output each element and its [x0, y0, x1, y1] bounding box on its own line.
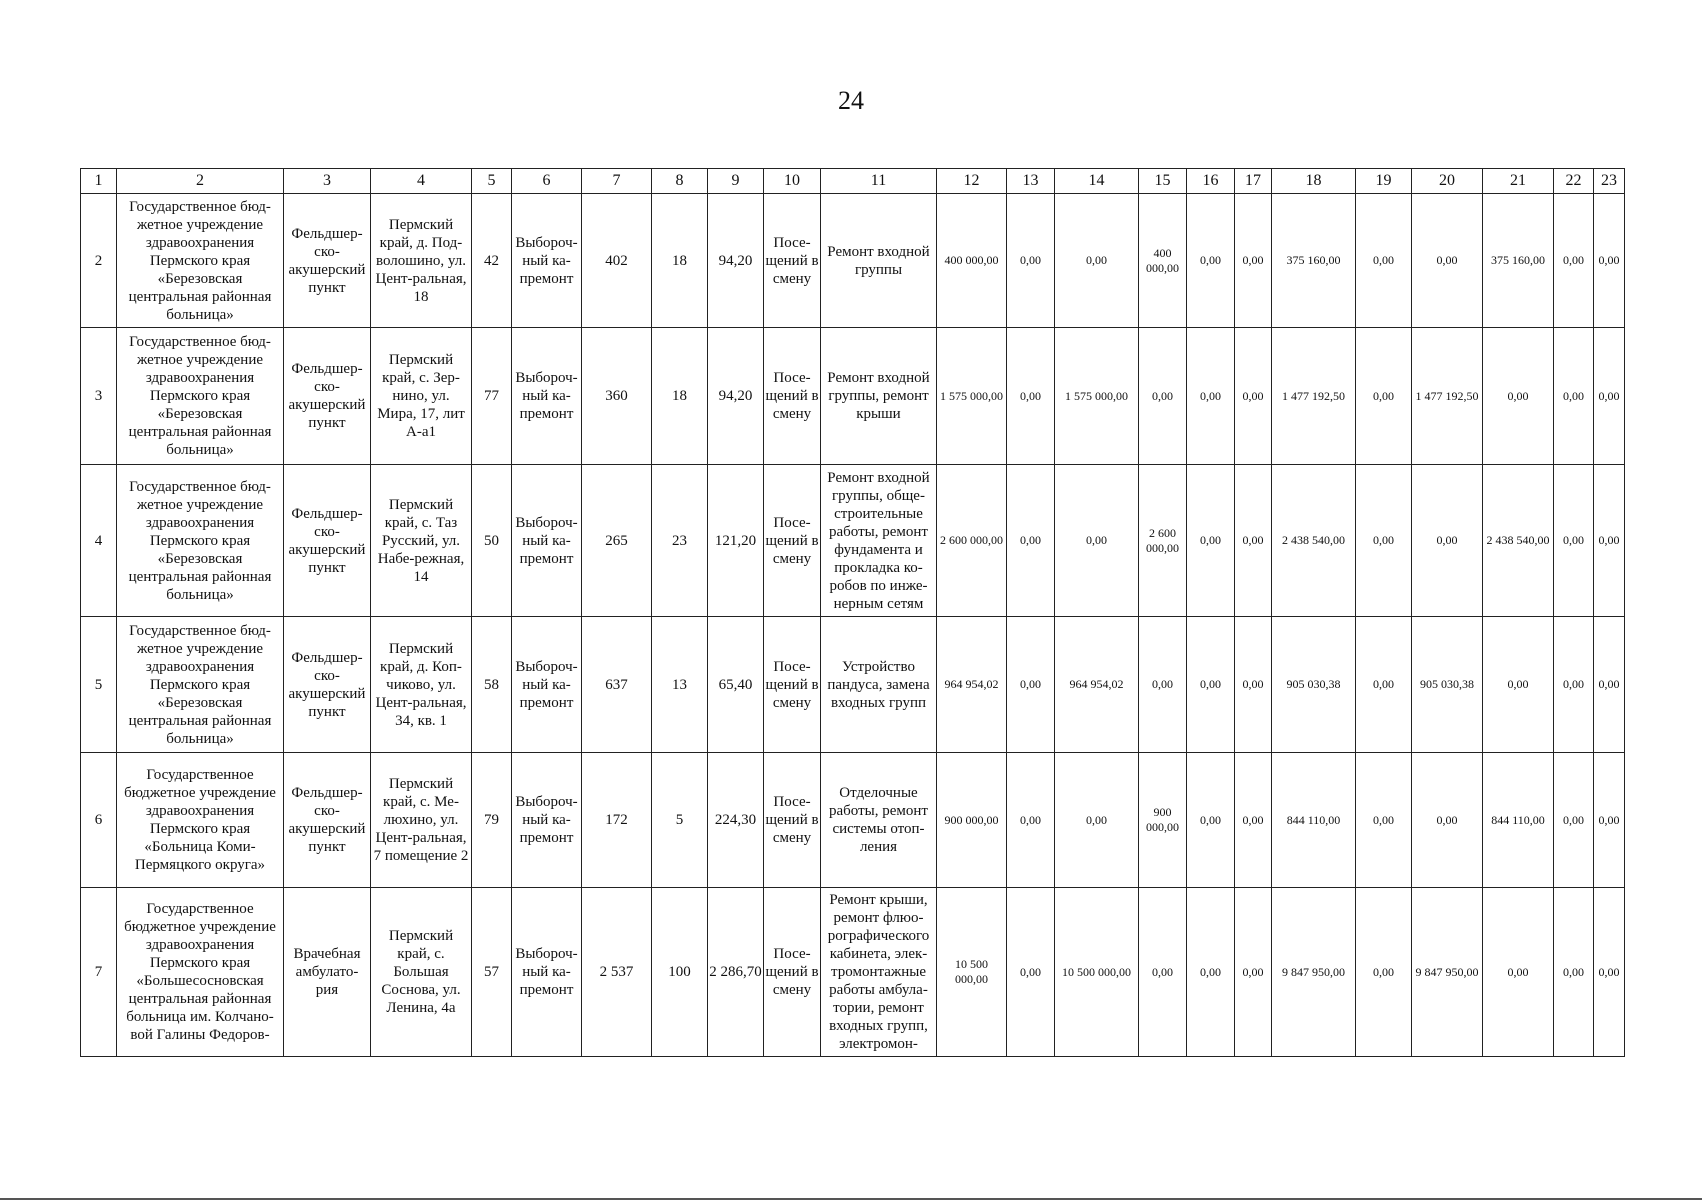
facility-address: Пермский край, д. Под-волошино, ул. Цент-ральная, 18 — [371, 194, 472, 328]
table-row — [81, 617, 1625, 753]
cell-col8: 18 — [652, 194, 708, 328]
cell-col5: 58 — [472, 617, 512, 753]
column-number: 12 — [937, 169, 1007, 194]
amount-col16: 0,00 — [1187, 753, 1235, 888]
facility-address: Пермский край, с. Ме-люхино, ул. Цент-ральная, 7 помещение 2 — [371, 753, 472, 888]
amount-col14: 0,00 — [1055, 753, 1139, 888]
cell-col8: 5 — [652, 753, 708, 888]
amount-col12: 2 600 000,00 — [937, 465, 1007, 617]
column-number: 6 — [512, 169, 582, 194]
amount-col20: 0,00 — [1412, 194, 1483, 328]
row-number: 6 — [81, 753, 117, 888]
cell-col9: 224,30 — [708, 753, 764, 888]
amount-col15: 900 000,00 — [1139, 753, 1187, 888]
cell-col5: 50 — [472, 465, 512, 617]
facility-type: Фельдшер-ско-акушерский пункт — [284, 328, 371, 465]
work-description: Ремонт входной группы, обще-строительные работы, ремонт фундамента и прокладка ко-робов по инже-нерным сетям — [821, 465, 937, 617]
column-number: 22 — [1554, 169, 1594, 194]
amount-col23: 0,00 — [1594, 328, 1625, 465]
amount-col19: 0,00 — [1356, 888, 1412, 1057]
cell-col5: 42 — [472, 194, 512, 328]
work-description: Ремонт входной группы, ремонт крыши — [821, 328, 937, 465]
column-number: 1 — [81, 169, 117, 194]
column-number: 13 — [1007, 169, 1055, 194]
facility-type: Фельдшер-ско-акушерский пункт — [284, 753, 371, 888]
amount-col18: 9 847 950,00 — [1272, 888, 1356, 1057]
amount-col13: 0,00 — [1007, 328, 1055, 465]
column-number: 16 — [1187, 169, 1235, 194]
amount-col12: 964 954,02 — [937, 617, 1007, 753]
column-number: 8 — [652, 169, 708, 194]
cell-col8: 18 — [652, 328, 708, 465]
column-number: 17 — [1235, 169, 1272, 194]
amount-col17: 0,00 — [1235, 888, 1272, 1057]
amount-col22: 0,00 — [1554, 194, 1594, 328]
cell-col9: 94,20 — [708, 194, 764, 328]
amount-col18: 905 030,38 — [1272, 617, 1356, 753]
amount-col20: 0,00 — [1412, 753, 1483, 888]
column-number: 15 — [1139, 169, 1187, 194]
cell-col7: 360 — [582, 328, 652, 465]
cell-col5: 57 — [472, 888, 512, 1057]
institution-name: Государственное бюд-жетное учреждение здравоохранения Пермского края «Березовская центральная районная больница» — [117, 617, 284, 753]
facility-address: Пермский край, с. Таз Русский, ул. Набе-режная, 14 — [371, 465, 472, 617]
cell-col7: 265 — [582, 465, 652, 617]
cell-col9: 2 286,70 — [708, 888, 764, 1057]
column-number: 21 — [1483, 169, 1554, 194]
column-number: 7 — [582, 169, 652, 194]
amount-col23: 0,00 — [1594, 617, 1625, 753]
column-number: 4 — [371, 169, 472, 194]
repair-type: Выбороч-ный ка-премонт — [512, 888, 582, 1057]
row-number: 4 — [81, 465, 117, 617]
institution-name: Государственное бюджетное учреждение здравоохранения Пермского края «Большесосновская центральная районная больница им. Колчано-вой Галины Федоров- — [117, 888, 284, 1057]
capacity-unit: Посе-щений в смену — [764, 888, 821, 1057]
repair-type: Выбороч-ный ка-премонт — [512, 328, 582, 465]
row-number: 3 — [81, 328, 117, 465]
table-row — [81, 753, 1625, 888]
amount-col23: 0,00 — [1594, 194, 1625, 328]
amount-col16: 0,00 — [1187, 328, 1235, 465]
repair-type: Выбороч-ный ка-премонт — [512, 194, 582, 328]
amount-col21: 0,00 — [1483, 617, 1554, 753]
capacity-unit: Посе-щений в смену — [764, 753, 821, 888]
amount-col13: 0,00 — [1007, 194, 1055, 328]
amount-col16: 0,00 — [1187, 888, 1235, 1057]
amount-col13: 0,00 — [1007, 753, 1055, 888]
amount-col23: 0,00 — [1594, 753, 1625, 888]
amount-col20: 9 847 950,00 — [1412, 888, 1483, 1057]
amount-col19: 0,00 — [1356, 194, 1412, 328]
amount-col22: 0,00 — [1554, 465, 1594, 617]
amount-col13: 0,00 — [1007, 465, 1055, 617]
amount-col22: 0,00 — [1554, 753, 1594, 888]
amount-col23: 0,00 — [1594, 888, 1625, 1057]
cell-col7: 172 — [582, 753, 652, 888]
amount-col17: 0,00 — [1235, 753, 1272, 888]
institution-name: Государственное бюд-жетное учреждение здравоохранения Пермского края «Березовская центральная районная больница» — [117, 328, 284, 465]
work-description: Отделочные работы, ремонт системы отоп-ления — [821, 753, 937, 888]
capacity-unit: Посе-щений в смену — [764, 465, 821, 617]
amount-col22: 0,00 — [1554, 328, 1594, 465]
facility-type: Фельдшер-ско-акушерский пункт — [284, 465, 371, 617]
institution-name: Государственное бюджетное учреждение здравоохранения Пермского края «Больница Коми-Пермяцкого округа» — [117, 753, 284, 888]
amount-col19: 0,00 — [1356, 753, 1412, 888]
institution-name: Государственное бюд-жетное учреждение здравоохранения Пермского края «Березовская центральная районная больница» — [117, 465, 284, 617]
table-row — [81, 328, 1625, 465]
facility-type: Врачебная амбулато-рия — [284, 888, 371, 1057]
amount-col15: 0,00 — [1139, 328, 1187, 465]
column-number: 3 — [284, 169, 371, 194]
amount-col12: 900 000,00 — [937, 753, 1007, 888]
amount-col19: 0,00 — [1356, 465, 1412, 617]
amount-col20: 1 477 192,50 — [1412, 328, 1483, 465]
amount-col22: 0,00 — [1554, 888, 1594, 1057]
amount-col23: 0,00 — [1594, 465, 1625, 617]
column-number: 10 — [764, 169, 821, 194]
amount-col15: 400 000,00 — [1139, 194, 1187, 328]
column-number: 2 — [117, 169, 284, 194]
facility-address: Пермский край, с. Зер-нино, ул. Мира, 17, лит А-а1 — [371, 328, 472, 465]
repair-type: Выбороч-ный ка-премонт — [512, 753, 582, 888]
amount-col19: 0,00 — [1356, 617, 1412, 753]
facility-address: Пермский край, д. Коп-чиково, ул. Цент-ральная, 34, кв. 1 — [371, 617, 472, 753]
cell-col7: 402 — [582, 194, 652, 328]
amount-col17: 0,00 — [1235, 194, 1272, 328]
amount-col15: 2 600 000,00 — [1139, 465, 1187, 617]
work-description: Ремонт входной группы — [821, 194, 937, 328]
capital-repair-table — [80, 168, 1625, 1057]
table-row — [81, 194, 1625, 328]
amount-col19: 0,00 — [1356, 328, 1412, 465]
amount-col22: 0,00 — [1554, 617, 1594, 753]
cell-col8: 23 — [652, 465, 708, 617]
column-number: 5 — [472, 169, 512, 194]
column-number: 9 — [708, 169, 764, 194]
capacity-unit: Посе-щений в смену — [764, 617, 821, 753]
column-number: 11 — [821, 169, 937, 194]
table-row — [81, 465, 1625, 617]
repair-type: Выбороч-ный ка-премонт — [512, 617, 582, 753]
amount-col21: 2 438 540,00 — [1483, 465, 1554, 617]
column-number-row — [81, 169, 1625, 194]
cell-col7: 2 537 — [582, 888, 652, 1057]
column-number: 14 — [1055, 169, 1139, 194]
cell-col9: 121,20 — [708, 465, 764, 617]
amount-col21: 375 160,00 — [1483, 194, 1554, 328]
cell-col5: 79 — [472, 753, 512, 888]
amount-col16: 0,00 — [1187, 194, 1235, 328]
row-number: 7 — [81, 888, 117, 1057]
amount-col16: 0,00 — [1187, 465, 1235, 617]
amount-col16: 0,00 — [1187, 617, 1235, 753]
amount-col17: 0,00 — [1235, 617, 1272, 753]
amount-col14: 10 500 000,00 — [1055, 888, 1139, 1057]
column-number: 23 — [1594, 169, 1625, 194]
facility-type: Фельдшер-ско-акушерский пункт — [284, 617, 371, 753]
column-number: 20 — [1412, 169, 1483, 194]
amount-col14: 1 575 000,00 — [1055, 328, 1139, 465]
table-row — [81, 888, 1625, 1057]
column-number: 19 — [1356, 169, 1412, 194]
amount-col17: 0,00 — [1235, 465, 1272, 617]
page-number: 24 — [838, 86, 864, 115]
column-number: 18 — [1272, 169, 1356, 194]
amount-col12: 10 500 000,00 — [937, 888, 1007, 1057]
repair-type: Выбороч-ный ка-премонт — [512, 465, 582, 617]
amount-col13: 0,00 — [1007, 617, 1055, 753]
row-number: 5 — [81, 617, 117, 753]
work-description: Ремонт крыши, ремонт флюо-рографического кабинета, элек-тромонтажные работы амбула-тории, ремонт входных групп, электромон- — [821, 888, 937, 1057]
amount-col20: 0,00 — [1412, 465, 1483, 617]
amount-col13: 0,00 — [1007, 888, 1055, 1057]
cell-col7: 637 — [582, 617, 652, 753]
capacity-unit: Посе-щений в смену — [764, 194, 821, 328]
row-number: 2 — [81, 194, 117, 328]
amount-col15: 0,00 — [1139, 888, 1187, 1057]
capacity-unit: Посе-щений в смену — [764, 328, 821, 465]
cell-col8: 100 — [652, 888, 708, 1057]
work-description: Устройство пандуса, замена входных групп — [821, 617, 937, 753]
amount-col17: 0,00 — [1235, 328, 1272, 465]
facility-address: Пермский край, с. Большая Соснова, ул. Ленина, 4а — [371, 888, 472, 1057]
cell-col5: 77 — [472, 328, 512, 465]
amount-col21: 0,00 — [1483, 888, 1554, 1057]
amount-col14: 0,00 — [1055, 465, 1139, 617]
amount-col21: 0,00 — [1483, 328, 1554, 465]
cell-col9: 94,20 — [708, 328, 764, 465]
amount-col18: 2 438 540,00 — [1272, 465, 1356, 617]
facility-type: Фельдшер-ско-акушерский пункт — [284, 194, 371, 328]
cell-col9: 65,40 — [708, 617, 764, 753]
institution-name: Государственное бюд-жетное учреждение здравоохранения Пермского края «Березовская центральная районная больница» — [117, 194, 284, 328]
amount-col14: 0,00 — [1055, 194, 1139, 328]
amount-col18: 375 160,00 — [1272, 194, 1356, 328]
amount-col12: 1 575 000,00 — [937, 328, 1007, 465]
amount-col15: 0,00 — [1139, 617, 1187, 753]
amount-col18: 1 477 192,50 — [1272, 328, 1356, 465]
amount-col14: 964 954,02 — [1055, 617, 1139, 753]
cell-col8: 13 — [652, 617, 708, 753]
amount-col12: 400 000,00 — [937, 194, 1007, 328]
amount-col18: 844 110,00 — [1272, 753, 1356, 888]
amount-col20: 905 030,38 — [1412, 617, 1483, 753]
amount-col21: 844 110,00 — [1483, 753, 1554, 888]
